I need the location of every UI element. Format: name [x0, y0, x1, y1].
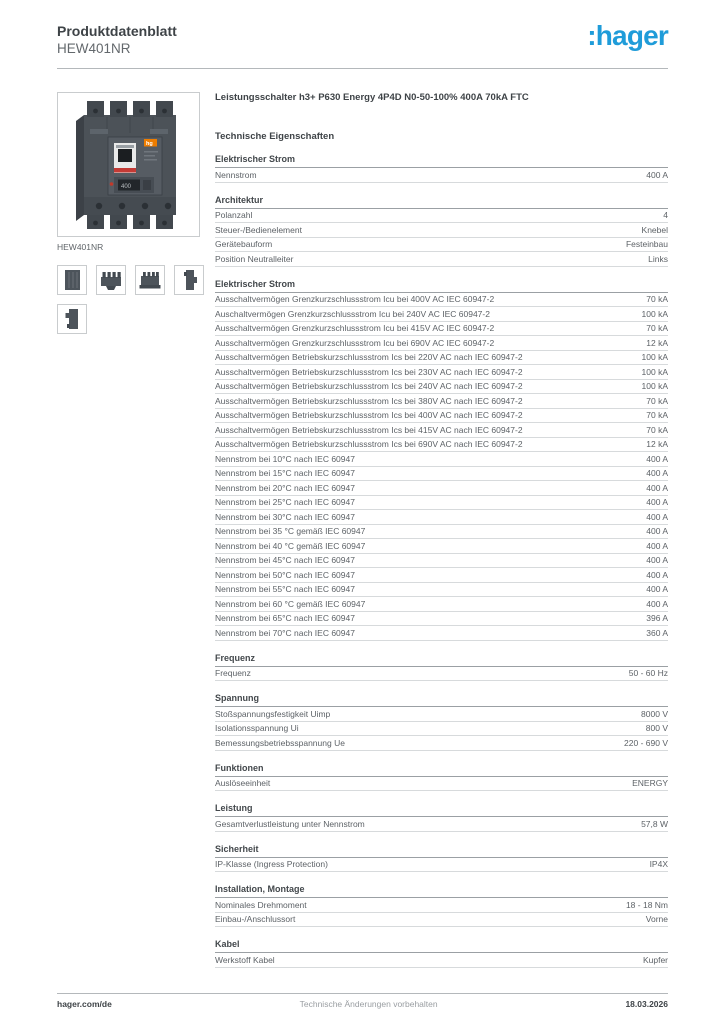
product-photo — [57, 92, 200, 237]
spec-row — [215, 252, 668, 267]
spec-label: Ausschaltvermögen Grenzkurzschlussstrom Icu bei 690V AC IEC 60947-2 — [215, 337, 495, 348]
spec-label: Nennstrom bei 45°C nach IEC 60947 — [215, 555, 355, 566]
spec-value: 70 kA — [646, 424, 668, 435]
spec-value: 100 kA — [641, 352, 668, 363]
spec-label: Ausschaltvermögen Grenzkurzschlussstrom Icu bei 415V AC IEC 60947-2 — [215, 323, 495, 334]
spec-value: 360 A — [646, 627, 668, 638]
spec-label: Ausschaltvermögen Betriebskurzschlussstrom Ics bei 400V AC nach IEC 60947-2 — [215, 410, 523, 421]
spec-row — [215, 293, 668, 308]
spec-value: 12 kA — [646, 439, 668, 450]
spec-section-heading: Spannung — [215, 693, 668, 707]
spec-label: Nennstrom bei 55°C nach IEC 60947 — [215, 584, 355, 595]
spec-row — [215, 380, 668, 395]
spec-row — [215, 913, 668, 928]
spec-value: 400 A — [646, 555, 668, 566]
spec-label: Ausschaltvermögen Betriebskurzschlussstrom Ics bei 220V AC nach IEC 60947-2 — [215, 352, 523, 363]
spec-value: 100 kA — [641, 308, 668, 319]
spec-section — [215, 803, 668, 832]
spec-row — [215, 817, 668, 832]
spec-row — [215, 168, 668, 183]
bottom-view-icon — [136, 266, 164, 294]
spec-row — [215, 351, 668, 366]
spec-section — [215, 195, 668, 267]
spec-row — [215, 496, 668, 511]
spec-section-heading: Elektrischer Strom — [215, 279, 668, 293]
spec-label: Frequenz — [215, 668, 251, 679]
spec-row — [215, 510, 668, 525]
spec-value: 100 kA — [641, 381, 668, 392]
spec-label: Ausschaltvermögen Betriebskurzschlussstrom Ics bei 230V AC nach IEC 60947-2 — [215, 366, 523, 377]
spec-value: 400 A — [646, 598, 668, 609]
footer-date: 18.03.2026 — [625, 999, 668, 1009]
spec-label: Position Neutralleiter — [215, 253, 294, 264]
spec-section — [215, 763, 668, 792]
spec-row — [215, 438, 668, 453]
spec-row — [215, 238, 668, 253]
spec-label: Nennstrom bei 60 °C gemäß IEC 60947 — [215, 598, 366, 609]
spec-row — [215, 539, 668, 554]
spec-label: Nennstrom bei 25°C nach IEC 60947 — [215, 497, 355, 508]
spec-row — [215, 736, 668, 751]
spec-label: Nennstrom bei 15°C nach IEC 60947 — [215, 468, 355, 479]
spec-value: Kupfer — [642, 954, 668, 965]
spec-row — [215, 467, 668, 482]
spec-value: 50 - 60 Hz — [628, 668, 668, 679]
spec-value: 220 - 690 V — [624, 737, 668, 748]
product-title: Leistungsschalter h3+ P630 Energy 4P4D N0-50-100% 400A 70kA FTC — [215, 92, 529, 103]
spec-row — [215, 626, 668, 641]
spec-label: Nennstrom bei 50°C nach IEC 60947 — [215, 569, 355, 580]
top-view-thumbnail — [96, 265, 126, 295]
spec-label: Auschaltvermögen Grenzkurzschlussstrom Icu bei 240V AC IEC 60947-2 — [215, 308, 490, 319]
footer — [57, 999, 668, 1009]
spec-section — [215, 884, 668, 927]
side-view-icon — [175, 266, 203, 294]
header — [57, 23, 177, 56]
spec-row — [215, 722, 668, 737]
spec-label: Ausschaltvermögen Betriebskurzschlussstrom Ics bei 415V AC nach IEC 60947-2 — [215, 424, 523, 435]
svg-text:hg: hg — [146, 141, 153, 147]
spec-value: 57,8 W — [641, 818, 668, 829]
spec-section — [215, 154, 668, 183]
thumbnail-gallery — [57, 265, 207, 334]
svg-text:400: 400 — [121, 184, 132, 190]
spec-label: Nennstrom bei 20°C nach IEC 60947 — [215, 482, 355, 493]
top-view-icon — [97, 266, 125, 294]
side-view-alt-icon — [58, 305, 86, 333]
spec-value: IP4X — [649, 859, 668, 870]
spec-value: 400 A — [646, 468, 668, 479]
spec-label: Stoßspannungsfestigkeit Uimp — [215, 708, 331, 719]
spec-label: Nennstrom bei 35 °C gemäß IEC 60947 — [215, 526, 366, 537]
spec-label: Steuer-/Bedienelement — [215, 224, 302, 235]
spec-row — [215, 452, 668, 467]
spec-value: 70 kA — [646, 294, 668, 305]
spec-label: Nennstrom — [215, 169, 257, 180]
front-view-thumbnail — [57, 265, 87, 295]
document-type-title: Produktdatenblatt — [57, 23, 177, 39]
spec-label: Ausschaltvermögen Betriebskurzschlussstrom Ics bei 690V AC nach IEC 60947-2 — [215, 439, 523, 450]
spec-label: Einbau-/Anschlussort — [215, 914, 296, 925]
spec-value: 70 kA — [646, 323, 668, 334]
spec-value: 70 kA — [646, 395, 668, 406]
spec-label: Nennstrom bei 40 °C gemäß IEC 60947 — [215, 540, 366, 551]
spec-value: ENERGY — [632, 778, 668, 789]
spec-label: Bemessungsbetriebsspannung Ue — [215, 737, 345, 748]
footer-website-link[interactable]: hager.com/de — [57, 999, 112, 1009]
spec-value: Festeinbau — [625, 239, 668, 250]
spec-row — [215, 898, 668, 913]
spec-value: 400 A — [646, 497, 668, 508]
spec-row — [215, 307, 668, 322]
spec-section — [215, 939, 668, 968]
spec-label: Gerätebauform — [215, 239, 273, 250]
spec-row — [215, 365, 668, 380]
spec-label: Nennstrom bei 10°C nach IEC 60947 — [215, 453, 355, 464]
product-image-caption: HEW401NR — [57, 242, 104, 252]
spec-value: 400 A — [646, 453, 668, 464]
spec-value: Vorne — [645, 914, 668, 925]
spec-row — [215, 322, 668, 337]
specifications-column — [215, 92, 668, 968]
spec-section-heading: Frequenz — [215, 653, 668, 667]
spec-section-heading: Funktionen — [215, 763, 668, 777]
circuit-breaker-illustration — [58, 93, 199, 236]
spec-value: 400 A — [646, 169, 668, 180]
hager-logo: :hager — [587, 20, 668, 51]
spec-value: 70 kA — [646, 410, 668, 421]
spec-section-heading: Kabel — [215, 939, 668, 953]
spec-row — [215, 481, 668, 496]
spec-value: 8000 V — [641, 708, 668, 719]
spec-section — [215, 653, 668, 682]
spec-row — [215, 409, 668, 424]
spec-value: 400 A — [646, 540, 668, 551]
footer-disclaimer: Technische Änderungen vorbehalten — [299, 999, 438, 1009]
spec-value: 400 A — [646, 584, 668, 595]
technical-properties-heading: Technische Eigenschaften — [215, 131, 335, 142]
spec-row — [215, 209, 668, 224]
spec-value: 400 A — [646, 569, 668, 580]
side-view-alt-thumbnail — [57, 304, 87, 334]
product-media-column — [57, 92, 207, 334]
spec-row — [215, 583, 668, 598]
spec-label: Nominales Drehmoment — [215, 899, 307, 910]
spec-row — [215, 423, 668, 438]
spec-value: Links — [648, 253, 668, 264]
spec-value: 400 A — [646, 482, 668, 493]
spec-section-heading: Sicherheit — [215, 844, 668, 858]
spec-section — [215, 693, 668, 751]
spec-row — [215, 707, 668, 722]
spec-label: Nennstrom bei 30°C nach IEC 60947 — [215, 511, 355, 522]
product-code: HEW401NR — [57, 41, 131, 56]
spec-label: Ausschaltvermögen Grenzkurzschlussstrom Icu bei 400V AC IEC 60947-2 — [215, 294, 495, 305]
spec-label: Auslöseeinheit — [215, 778, 271, 789]
spec-label: IP-Klasse (Ingress Protection) — [215, 859, 328, 870]
spec-label: Nennstrom bei 65°C nach IEC 60947 — [215, 613, 355, 624]
spec-label: Polanzahl — [215, 210, 253, 221]
spec-row — [215, 223, 668, 238]
spec-row — [215, 525, 668, 540]
spec-row — [215, 612, 668, 627]
spec-row — [215, 953, 668, 968]
spec-row — [215, 597, 668, 612]
spec-value: 400 A — [646, 511, 668, 522]
spec-value: Knebel — [641, 224, 668, 235]
bottom-view-thumbnail — [135, 265, 165, 295]
spec-section — [215, 844, 668, 873]
spec-value: 800 V — [645, 723, 668, 734]
spec-row — [215, 554, 668, 569]
front-view-icon — [58, 266, 86, 294]
spec-value: 18 - 18 Nm — [625, 899, 668, 910]
spec-row — [215, 777, 668, 792]
spec-value: 100 kA — [641, 366, 668, 377]
spec-value: 400 A — [646, 526, 668, 537]
spec-section-heading: Architektur — [215, 195, 668, 209]
spec-label: Ausschaltvermögen Betriebskurzschlussstrom Ics bei 240V AC nach IEC 60947-2 — [215, 381, 523, 392]
spec-section-heading: Elektrischer Strom — [215, 154, 668, 168]
spec-value: 12 kA — [646, 337, 668, 348]
spec-section-heading: Installation, Montage — [215, 884, 668, 898]
spec-row — [215, 568, 668, 583]
spec-label: Nennstrom bei 70°C nach IEC 60947 — [215, 627, 355, 638]
spec-value: 4 — [663, 210, 668, 221]
footer-divider — [57, 993, 668, 994]
spec-value: 396 A — [646, 613, 668, 624]
spec-label: Ausschaltvermögen Betriebskurzschlussstrom Ics bei 380V AC nach IEC 60947-2 — [215, 395, 523, 406]
header-divider — [57, 68, 668, 69]
spec-row — [215, 336, 668, 351]
spec-label: Isolationsspannung Ui — [215, 723, 299, 734]
side-view-thumbnail — [174, 265, 204, 295]
spec-section-heading: Leistung — [215, 803, 668, 817]
spec-row — [215, 667, 668, 682]
spec-section — [215, 279, 668, 641]
spec-label: Werkstoff Kabel — [215, 954, 275, 965]
spec-row — [215, 858, 668, 873]
spec-row — [215, 394, 668, 409]
spec-sections — [215, 154, 668, 968]
spec-label: Gesamtverlustleistung unter Nennstrom — [215, 818, 365, 829]
